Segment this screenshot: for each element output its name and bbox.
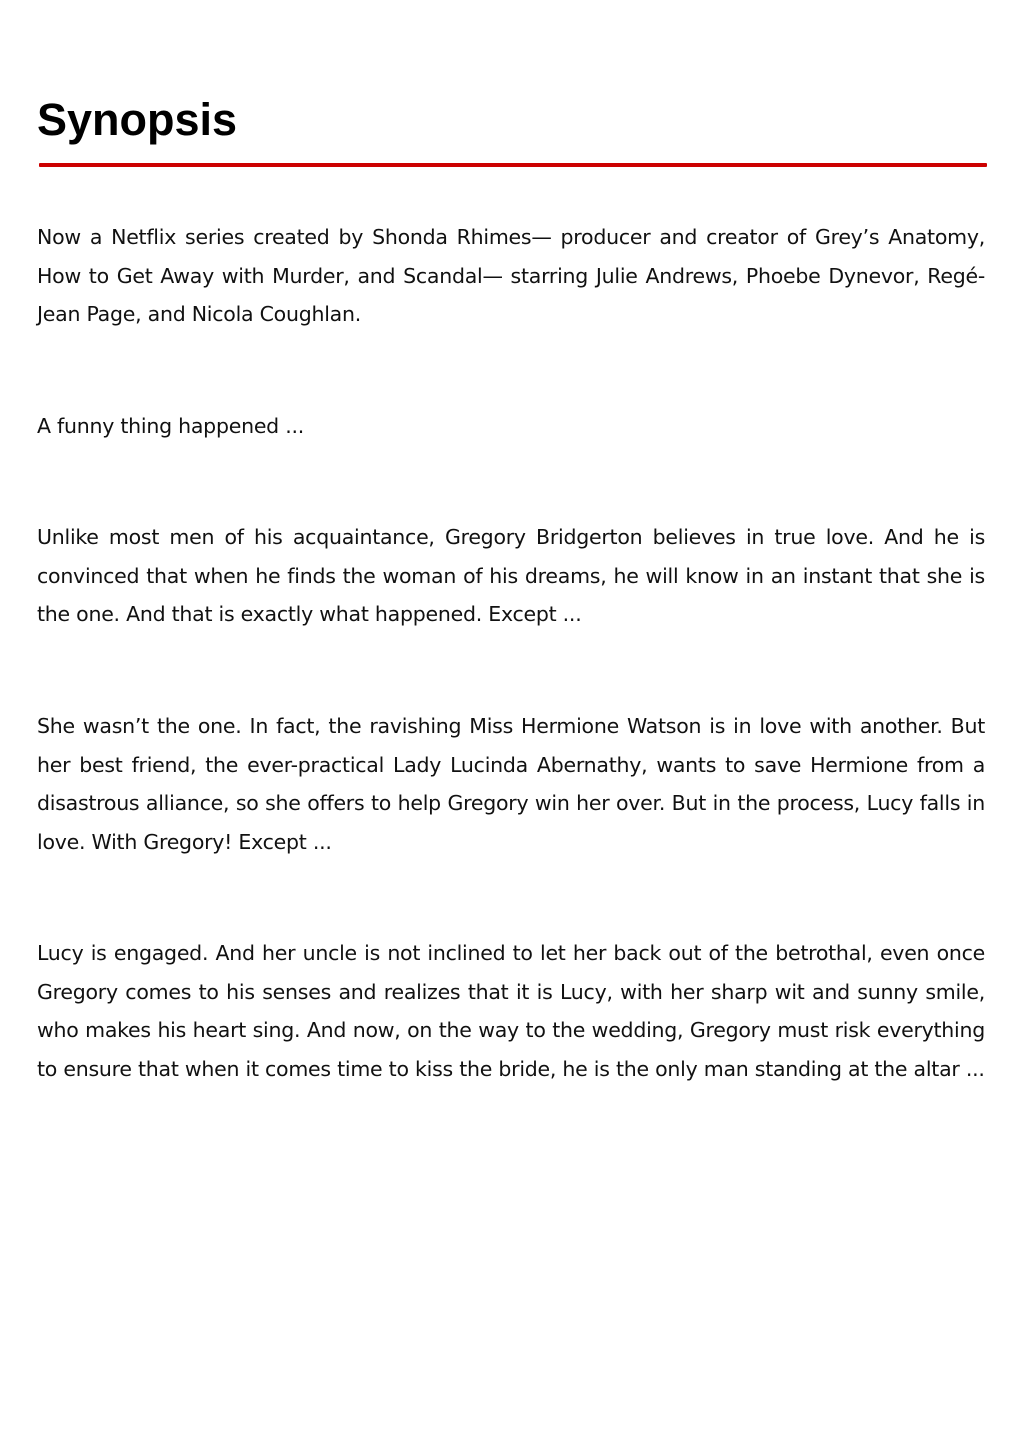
synopsis-paragraph-4: She wasn’t the one. In fact, the ravishing Miss Hermione Watson is in love with another. But her best friend, the ever-practical Lady Lucinda Abernathy, wants to save Hermione from a disastrous alliance, so she offers to help Gregory win her over. But in the process, Lucy falls in love. With Gregory! Except ... xyxy=(37,714,985,854)
title-underline xyxy=(39,163,987,167)
synopsis-paragraph-5: Lucy is engaged. And her uncle is not inclined to let her back out of the betrothal, even once Gregory comes to his senses and realizes that it is Lucy, with her sharp wit and sunny smile, who makes his heart sing. And now, on the way to the wedding, Gregory must risk everything to ensure that when it comes time to kiss the bride, he is the only man standing at the altar ... xyxy=(37,941,985,1081)
page-title: Synopsis xyxy=(37,94,238,145)
synopsis-paragraph-3: Unlike most men of his acquaintance, Gregory Bridgerton believes in true love. And he is convinced that when he finds the woman of his dreams, he will know in an instant that she is the one. And that is exactly what happened. Except ... xyxy=(37,525,985,627)
synopsis-paragraph-2: A funny thing happened ... xyxy=(37,414,305,438)
synopsis-paragraph-1: Now a Netflix series created by Shonda Rhimes— producer and creator of Grey’s Anatomy, How to Get Away with Murder, and Scandal— starring Julie Andrews, Phoebe Dynevor, Regé-Jean Page, and Nicola Coughlan. xyxy=(37,225,985,327)
